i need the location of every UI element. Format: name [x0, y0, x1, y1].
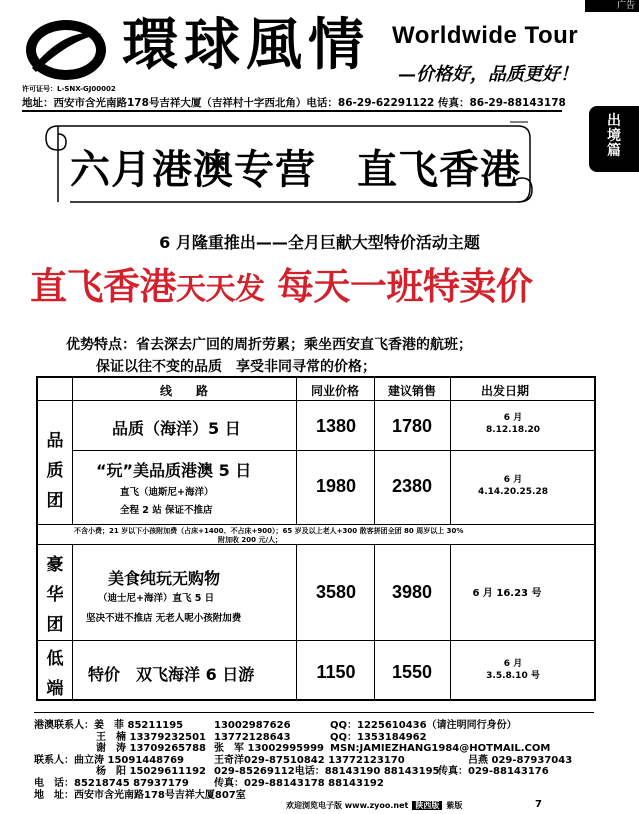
route-name: “玩”美品质港澳 5 日 — [96, 461, 252, 480]
contact-cell: 联系人：曲立涛 15091448769 — [34, 754, 185, 766]
slogan: —价格好，品质更好！ — [398, 64, 578, 85]
departure-date — [458, 474, 568, 498]
pricing-note-text: 30% — [446, 527, 464, 535]
table-grid-line — [296, 544, 297, 699]
trade-price: 1150 — [316, 662, 356, 682]
date-days: 4.14.20.25.28 — [477, 487, 549, 497]
contact-cell: MSN:JAMIEZHANG1984@HOTMAIL.COM — [330, 743, 551, 755]
brand-name-cn: 環球風情 — [122, 12, 370, 78]
pricing-note-text: 不含小费；21 岁以下小孩附加费（占床+1400、不占床+900）；65 岁及以上老人+300 散客拼团全团 80 周岁以上 — [74, 527, 445, 535]
departure-date — [458, 658, 568, 682]
page-footer — [286, 800, 462, 811]
date-month: 6 月 — [503, 659, 523, 669]
contact-cell: 王奇洋029-87510842 13772123170 — [214, 754, 405, 766]
advantages-line-1: 优势特点：省去深去广回的周折劳累；乘坐西安直飞香港的航班； — [66, 337, 472, 353]
header-divider — [22, 110, 562, 112]
footer-text: 欢迎浏览电子版 www.zyoo.net — [286, 801, 409, 810]
category-char: 品 — [46, 431, 64, 451]
brand-name-en: Worldwide Tour — [392, 22, 579, 49]
table-grid-line — [450, 544, 451, 699]
category-char: 团 — [46, 615, 64, 635]
departure-date: 6 月 16.23 号 — [472, 588, 542, 599]
table-grid-line — [38, 544, 594, 545]
footer-version: 紫版 — [446, 801, 463, 810]
category-char: 豪 — [46, 555, 64, 575]
advantages-line-2: 保证以往不变的品质 享受非同寻常的价格； — [96, 359, 376, 375]
contact-cell: 杨 阳 15029611192 — [96, 766, 207, 778]
table-grid-line — [38, 524, 594, 525]
route-name: 美食纯玩无购物 — [108, 569, 221, 588]
date-month: 6 月 — [503, 475, 523, 485]
retail-price: 3980 — [391, 582, 433, 602]
retail-price: 1780 — [391, 416, 433, 436]
banner-title: 六月港澳专营 直飞香港 — [70, 146, 521, 193]
contact-cell: QQ：1225610436（请注明同行身份） — [330, 720, 517, 731]
header-departure: 出发日期 — [480, 384, 529, 398]
table-grid-line — [38, 400, 594, 401]
headline-part: 天天发 — [176, 272, 265, 307]
category-char: 团 — [46, 491, 64, 511]
date-days: 3.5.8.10 号 — [486, 671, 540, 681]
footer-zone: 陕西版 — [412, 801, 442, 810]
trade-price: 3580 — [315, 582, 357, 602]
table-grid-line — [374, 544, 375, 699]
section-tab — [589, 106, 639, 172]
contact-cell: 传真：029-88143178 88143192 — [214, 777, 384, 789]
price-table — [36, 376, 596, 701]
retail-price: 2380 — [391, 476, 433, 496]
ad-tag: 广告 — [585, 0, 639, 12]
contact-cell: 电 话：85218745 87937179 — [34, 777, 189, 789]
header-retail-price: 建议销售 — [387, 384, 436, 398]
route-name: 特价 双飞海洋 6 日游 — [88, 665, 255, 684]
contact-cell: 张 军 13002995999 — [214, 743, 325, 755]
contact-cell: 13772128643 — [214, 731, 291, 743]
address-line: 地址：西安市含光南路178号吉祥大厦（吉祥村十字西北角）电话：86-29-62291122 传真：86-29-88143178 — [22, 97, 566, 109]
category-char: 华 — [46, 585, 64, 605]
headline-part: 每天一班特卖价 — [276, 264, 533, 308]
section-tab-char: 出 — [607, 113, 621, 129]
route-name: 品质（海洋）5 日 — [112, 419, 241, 438]
contacts-divider — [34, 712, 594, 713]
section-tab-char: 境 — [607, 128, 621, 144]
table-grid-line — [38, 640, 594, 641]
route-detail: （迪士尼+海洋）直飞 5 日 — [98, 593, 215, 604]
contact-cell: 港澳联系人：姜 菲 85211195 — [34, 720, 184, 731]
contact-cell: 地 址：西安市含光南路178号吉祥大厦807室 — [34, 789, 246, 801]
contact-cell: 13002987626 — [214, 720, 291, 731]
trade-price: 1380 — [315, 416, 357, 436]
promo-subtitle: 6 月隆重推出——全月巨献大型特价活动主题 — [159, 233, 480, 252]
page-number: 7 — [535, 799, 542, 810]
contact-cell: 王 楠 13379232501 — [96, 731, 207, 743]
header-trade-price: 同业价格 — [310, 384, 359, 398]
departure-date — [458, 412, 568, 436]
section-tab-char: 篇 — [607, 143, 621, 159]
table-grid-line — [72, 450, 594, 451]
contact-cell: 传真：029-88143176 — [438, 766, 549, 778]
retail-price: 1550 — [391, 662, 433, 682]
category-char: 质 — [46, 461, 64, 481]
globe-logo — [22, 16, 110, 84]
date-month: 6 月 — [503, 413, 523, 423]
contact-cell: QQ：1353184962 — [330, 731, 427, 743]
contact-cell: 029-85269112电话：88143190 88143195 — [214, 766, 440, 778]
route-detail: 直飞（迪斯尼+海洋） — [120, 487, 214, 498]
route-detail: 坚决不进不推店 无老人呢小孩附加费 — [86, 613, 242, 624]
date-days: 8.12.18.20 — [485, 425, 541, 435]
headline-part: 直飞香港 — [30, 264, 176, 308]
pricing-note: 附加收 200 元/人； — [218, 536, 283, 544]
route-detail: 全程 2 站 保证不推店 — [120, 505, 213, 516]
contact-cell: 吕燕 029-87937043 — [468, 754, 573, 766]
category-char: 端 — [46, 679, 64, 699]
license-number: 许可证号：L-SNX-GJ00002 — [22, 85, 116, 93]
category-char: 低 — [46, 649, 64, 669]
contact-cell: 谢 涛 13709265788 — [96, 743, 207, 755]
promo-headline — [30, 256, 532, 310]
header-route: 线 路 — [159, 384, 208, 398]
table-grid-line — [72, 544, 73, 699]
trade-price: 1980 — [315, 476, 357, 496]
